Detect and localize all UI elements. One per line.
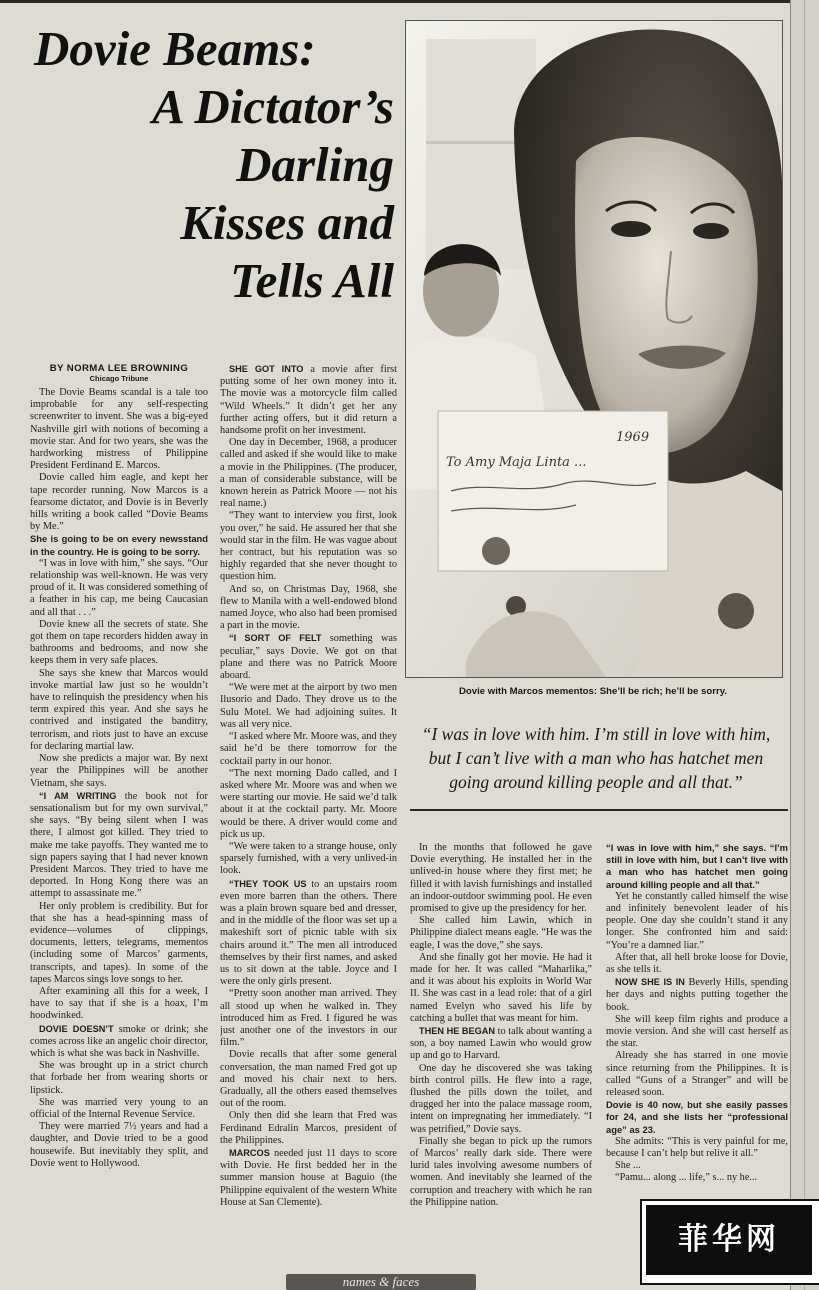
paragraph: She says she knew that Marcos would invoke martial law just so he wouldn’t have to relinquish the presidency when his term expired this year. And she says he contrived and instigated the banditry, terrorism, and riots just to have an excuse for declaring martial law. — [30, 667, 208, 752]
paragraph-lead: “I SORT OF FELT — [229, 633, 322, 644]
paragraph: Dovie recalls that after some general conversation, the man named Fred got up and moved his chair next to hers. Gradually, all the others eased themselves out of the room. — [220, 1049, 397, 1110]
article-column-1 — [30, 387, 208, 1273]
headline-line: Dovie Beams: — [34, 21, 316, 76]
paragraph — [220, 878, 397, 989]
portrait-photo — [405, 20, 783, 678]
paragraph: And she finally got her movie. He had it made for her. It was called “Maharlika,” and it was about his exploits in World War II. She was cast in a lead role: that of a girl named Evelyn who saved his life by catching a bullet that was meant for him. — [410, 951, 592, 1024]
paragraph — [606, 976, 788, 1014]
paragraph-lead: MARCOS — [229, 1148, 270, 1158]
paragraph: Her only problem is credibility. But for that she has a head-spinning mass of evidence—volumes of clippings, documents, letters, telegrams, mementos (including some of Marcos’ garments, transcripts, and tapes). In some of the tapes Marcos sings love songs to her. — [30, 900, 208, 985]
article-column-2 — [220, 363, 397, 1273]
paragraph: “They want to interview you first, look you over,” he said. He assured her that she would star in the film. He was vague about her contract, but his reputation was so highly regarded that she never thought to question him. — [220, 510, 397, 583]
paragraph: The Dovie Beams scandal is a tale too improbable for any self-respecting screenwriter to invent. She was a big-eyed Nashville girl with notions of becoming a movie star. And for two years, she was the hardworking mistress of Philippine President Ferdinand E. Marcos. — [30, 387, 208, 472]
paragraph-body: smoke or drink; she comes across like an angelic choir director, which is what she was back in Nashville. — [30, 1023, 208, 1059]
paragraph: Only then did she learn that Fred was Ferdinand Edralin Marcos, president of the Philippines. — [220, 1110, 397, 1146]
paragraph: She was brought up in a strict church that forbade her from wearing shorts or lipstick. — [30, 1060, 208, 1096]
headline — [22, 20, 394, 310]
article-column-4 — [606, 842, 788, 1196]
paragraph: “The next morning Dado called, and I asked where Mr. Moore was and when we were starting our movie. He said we’d talk about it at the cocktail party. Mr. Moore would be there. A driver would come and pick us up. — [220, 767, 397, 840]
paragraph-body: to an upstairs room even more barren than the others. There was a plain brown square bed and dresser, and in the middle of the floor was set up a makeshift sort of picnic table with six chairs around it.” The men all introduced themselves by their first names, and asked us to sit down at the table. Joyce and I were the only girls present. — [220, 878, 397, 988]
paragraph: Yet he constantly called himself the wise and infinitely benevolent leader of his people. One day she couldn’t stand it any longer. She confronted him and said: “You’re a damned liar.” — [606, 890, 788, 951]
paragraph-lead: SHE GOT INTO — [229, 364, 304, 374]
watermark-text: 菲华网 — [646, 1205, 812, 1275]
photo-caption: Dovie with Marcos mementos: She’ll be rich; he’ll be sorry. — [459, 686, 727, 697]
byline-author: BY NORMA LEE BROWNING — [49, 363, 189, 374]
paragraph: She admits: “This is very painful for me, because I can’t help but relive it all.” — [606, 1135, 788, 1160]
paragraph: Dovie knew all the secrets of state. She got them on tape recorders hidden away in bathrooms and bedrooms, and now she keeps them in very safe places. — [30, 618, 208, 667]
paragraph-body: needed just 11 days to score with Dovie. He first bedded her in the summer mansion house at Baguio (the Philippine equivalent of the western White House at San Clemente). — [220, 1148, 397, 1208]
paragraph-body: to talk about wanting a son, a boy named Lawin who would grow up and go to Harvard. — [410, 1026, 592, 1062]
article-column-3 — [410, 842, 592, 1262]
paragraph: “Pretty soon another man arrived. They all stood up when he walked in. They introduced him as Fred. I figured he was just another one of the investors in our film.” — [220, 988, 397, 1049]
subhead-paragraph: “I was in love with him,” she says. “I’m still in love with him, but I can’t live with a man who has hatchet men going around killing people and all that.” — [606, 842, 788, 890]
paragraph-lead: DOVIE DOESN’T — [39, 1023, 114, 1034]
paragraph: Dovie called him eagle, and kept her tape recorder running. Now Marcos is a fearsome dictator, and Dovie is in Beverly hills writing a book called “Dovie Beams by Me.” — [30, 472, 208, 533]
paragraph: She ... — [615, 1160, 641, 1172]
paragraph-body: Beverly Hills, spending her days and nights putting together the book. — [606, 977, 788, 1013]
paragraph-body: something was peculiar,” says Dovie. We got on that plane and there was no Patrick Moore aboard. — [220, 633, 397, 682]
paragraph — [30, 790, 208, 901]
paragraph-body: the book not for sensationalism but for my own survival,” she says. “By being silent when I was there, I almost got killed. They tried to make me take payoffs. They wanted me to sign papers saying that I had never known President Marcos. They tried to have me deported. In Hong Kong there was an attempt to assassinate me.” — [30, 790, 208, 900]
pull-quote: “I was in love with him. I’m still in love with him, but I can’t live with a man who has hatchet men going around killing people and all that.” — [421, 724, 771, 792]
paragraph: In the months that followed he gave Dovie everything. He installed her in the unlived-in house where they first met; he filled it with lavish furnishings and installed an indoor-outdoor swimming pool. He even promised to give up the presidency for her. — [410, 842, 592, 915]
paragraph-lead: NOW SHE IS IN — [615, 977, 685, 988]
paragraph-lead: “THEY TOOK US — [229, 878, 307, 889]
paragraph: She called him Lawin, which in Philippine dialect means eagle. “He was the eagle, I was the dove,” she says. — [410, 915, 592, 951]
photo-inscription: To Amy Maja Linta ... — [446, 455, 587, 470]
headline-line: Tells All — [230, 253, 394, 308]
byline — [30, 363, 208, 383]
paragraph — [220, 632, 397, 682]
paragraph: “I asked where Mr. Moore was, and they said he’d be there tomorrow for the cocktail party in our honor. — [220, 731, 397, 767]
paragraph-body: a movie after first putting some of her own money into it. The movie was a motorcycle film called “Wild Wheels.” It didn’t get her any further acting offers, but it did return a handsome profit on her investment. — [220, 364, 397, 437]
headline-line: A Dictator’s — [152, 79, 394, 134]
headline-line: Darling — [236, 137, 394, 192]
paragraph: “I was in love with him,” she says. “Our relationship was well-known. He was very proud of it. It was considered something of a feather in his cap, me being Caucasian and all that . . .” — [30, 557, 208, 618]
paragraph: “Pamu... along ... life,” s... ny he... — [615, 1172, 758, 1184]
next-section-title: names & faces — [342, 1274, 420, 1289]
paragraph: Finally she began to pick up the rumors of Marcos’ really dark side. There were lurid tales involving awesome numbers of women. And inevitably she learned of the corruption and treachery with which he ran the Philippine nation. — [410, 1135, 592, 1208]
paragraph: They were married 7½ years and had a daughter, and Dovie tried to be a good housewife. But inevitably they split, and Dovie went to Hollywood. — [30, 1121, 208, 1169]
headline-line: Kisses and — [180, 195, 394, 250]
paragraph: One day he discovered she was taking birth control pills. He flew into a rage, flushed the pills down the toilet, and dragged her into the palace massage room, intent on impregnating her immediately. “I was petrified,” Dovie says. — [410, 1062, 592, 1135]
next-section-banner — [286, 1274, 476, 1290]
subhead-paragraph: She is going to be on every newsstand in the country. He is going to be sorry. — [30, 533, 208, 557]
paragraph-lead: “I AM WRITING — [39, 790, 117, 801]
paragraph: She was married very young to an official of the Internal Revenue Service. — [30, 1096, 208, 1120]
paragraph: And so, on Christmas Day, 1968, she flew to Manila with a well-endowed blond named Joyce, who also had been promised a part in the movie. — [220, 583, 397, 632]
paragraph: After examining all this for a week, I have to say that if she is a hoax, I’m hoodwinked. — [30, 985, 208, 1022]
photo-illustration — [406, 21, 782, 677]
watermark-logo — [640, 1199, 819, 1285]
paragraph: She will keep film rights and produce a movie version. And she will cast herself as the star. — [606, 1013, 788, 1050]
paragraph: Already she has starred in one movie since returning from the Philippines. It is called “Guns of a Stranger” and will be released soon. — [606, 1050, 788, 1099]
paragraph — [220, 1147, 397, 1209]
paragraph: One day in December, 1968, a producer called and asked if she would like to make a movie in the Philippines. (The producer, a man of considerable substance, will be known herein as Patrick Moore — not his real name.) — [220, 437, 397, 510]
paragraph: Now she predicts a major war. By next year the Philippines will be another Vietnam, she says. — [30, 753, 208, 789]
paragraph — [220, 363, 397, 437]
top-rule — [0, 0, 819, 3]
paragraph — [30, 1023, 208, 1061]
paragraph: “We were met at the airport by two men Ilusorio and Dado. They drove us to the Sulu Motel. We had adjoining suites. It was all very nice. — [220, 682, 397, 730]
adjacent-page-edge — [790, 0, 819, 1290]
byline-paper: Chicago Tribune — [89, 374, 149, 383]
paragraph: After that, all hell broke loose for Dovie, as she tells it. — [606, 951, 788, 976]
section-rule — [410, 809, 788, 811]
paragraph-lead: THEN HE BEGAN — [419, 1026, 496, 1037]
paragraph — [410, 1025, 592, 1063]
subhead-paragraph: Dovie is 40 now, but she easily passes for 24, and she lists her “professional age” as 23. — [606, 1099, 788, 1135]
photo-inscription-year: 1969 — [616, 430, 650, 445]
paragraph: “We were taken to a strange house, only sparsely furnished, with a very unlived-in look. — [220, 840, 397, 877]
